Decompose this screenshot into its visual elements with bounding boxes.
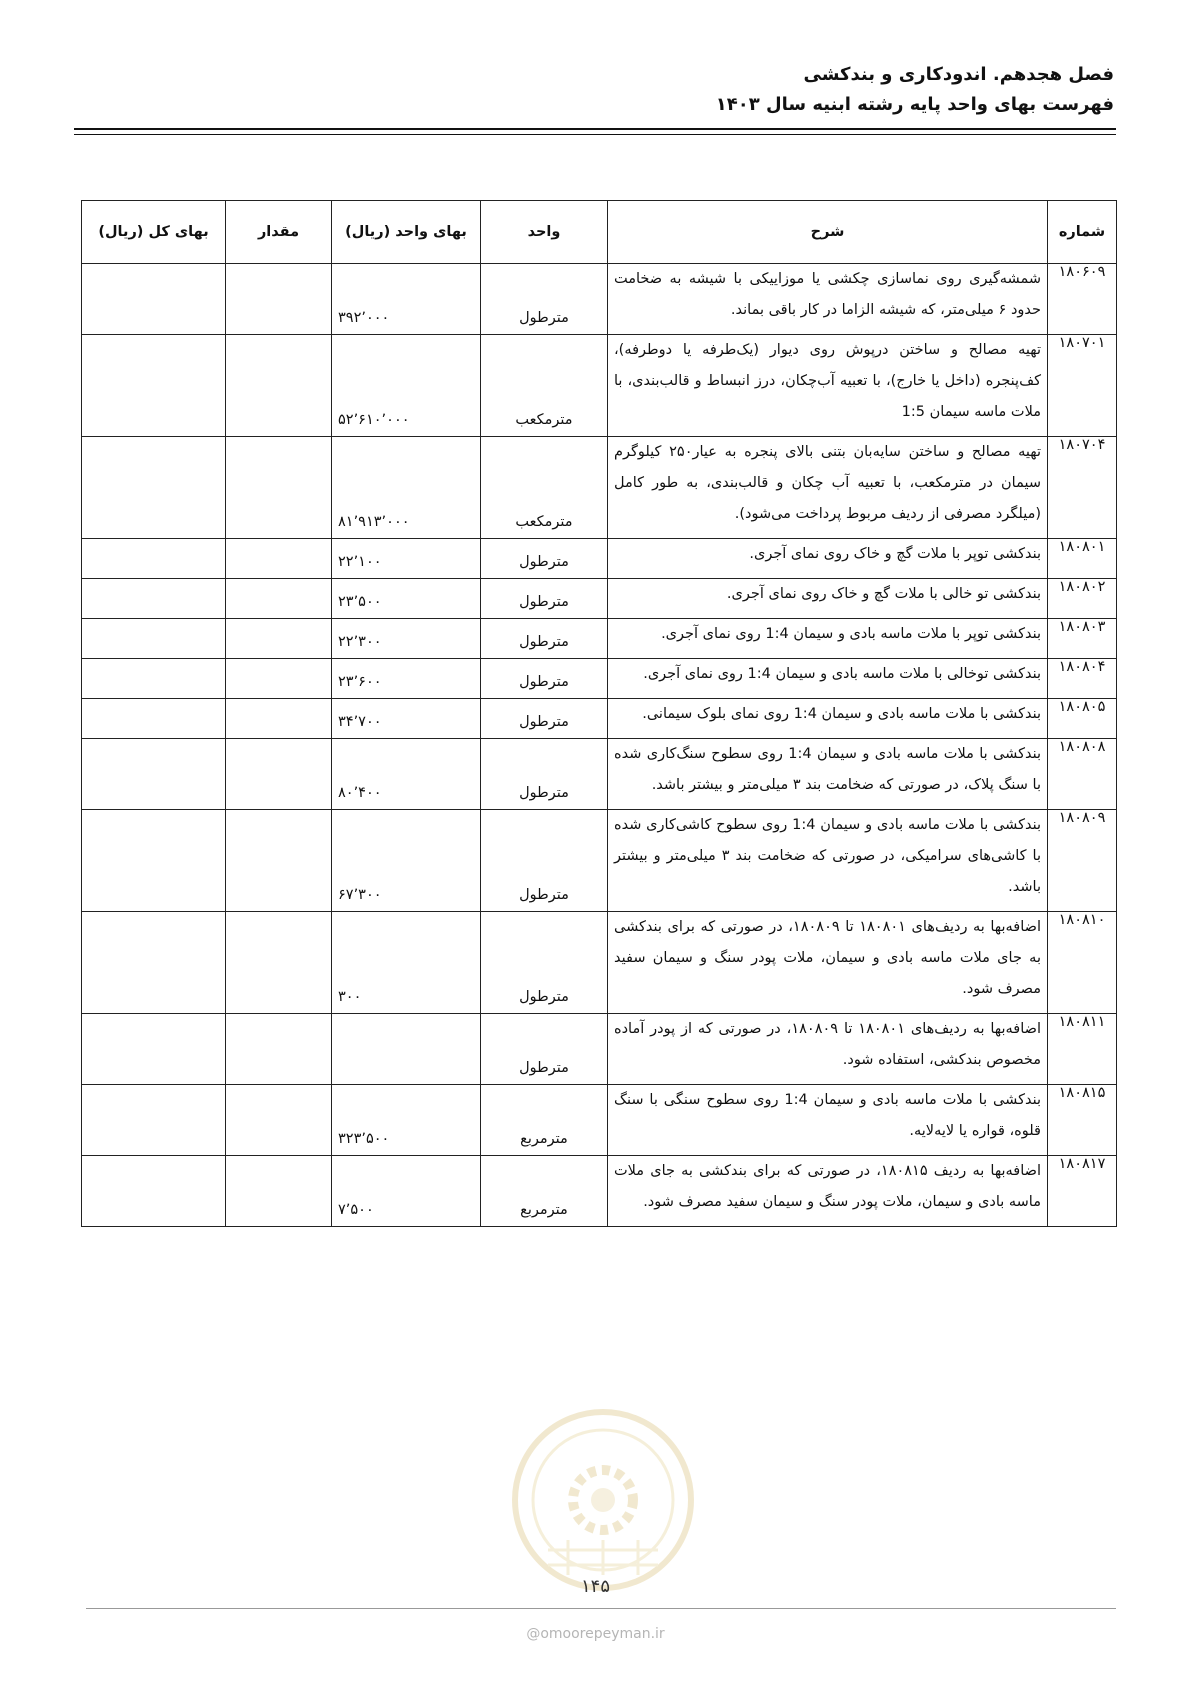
row-unit: مترطول (481, 264, 608, 335)
row-code: ۱۸۰۸۱۷ (1048, 1156, 1117, 1227)
table-row (82, 659, 1117, 699)
row-quantity (226, 1014, 332, 1085)
row-description: تهیه مصالح و ساختن سایه‌بان بتنی بالای پنجره به عیار۲۵۰ کیلوگرم سیمان در مترمکعب، با تعبیه آب چکان و قالب‌بندی، به طور کامل (میلگرد مصرفی از ردیف مربوط پرداخت می‌شود). (608, 437, 1048, 539)
table-row (82, 539, 1117, 579)
row-quantity (226, 335, 332, 437)
row-quantity (226, 1156, 332, 1227)
row-unit-price: ۵۲٬۶۱۰٬۰۰۰ (332, 335, 481, 437)
row-unit: مترطول (481, 539, 608, 579)
table-row (82, 1085, 1117, 1156)
row-quantity (226, 579, 332, 619)
row-unit-price: ۳۰۰ (332, 912, 481, 1014)
row-description: اضافه‌بها به ردیف‌های ۱۸۰۸۰۱ تا ۱۸۰۸۰۹، در صورتی که از پودر آماده مخصوص بندکشی، استفاده شود. (608, 1014, 1048, 1085)
row-quantity (226, 739, 332, 810)
row-unit-price: ۳۹۲٬۰۰۰ (332, 264, 481, 335)
row-unit-price: ۲۳٬۵۰۰ (332, 579, 481, 619)
row-unit: مترطول (481, 810, 608, 912)
row-code: ۱۸۰۸۱۱ (1048, 1014, 1117, 1085)
table-row (82, 1156, 1117, 1227)
row-unit-price: ۳۲۳٬۵۰۰ (332, 1085, 481, 1156)
row-code: ۱۸۰۸۱۰ (1048, 912, 1117, 1014)
row-code: ۱۸۰۸۰۱ (1048, 539, 1117, 579)
col-total-price-header: بهای کل (ریال) (82, 201, 226, 264)
row-unit: مترمربع (481, 1085, 608, 1156)
table-row (82, 264, 1117, 335)
row-description: بندکشی با ملات ماسه بادی و سیمان 1:4 روی سطوح سنگ‌کاری شده با سنگ پلاک، در صورتی که ضخامت بند ۳ میلی‌متر و بیشتر باشد. (608, 739, 1048, 810)
row-total-price (82, 912, 226, 1014)
row-code: ۱۸۰۷۰۴ (1048, 437, 1117, 539)
row-code: ۱۸۰۸۰۴ (1048, 659, 1117, 699)
row-description: اضافه‌بها به ردیف ۱۸۰۸۱۵، در صورتی که برای بندکشی به جای ملات ماسه بادی و سیمان، ملات پودر سنگ و سیمان سفید مصرف شود. (608, 1156, 1048, 1227)
row-quantity (226, 539, 332, 579)
row-unit-price: ۲۲٬۳۰۰ (332, 619, 481, 659)
header-rule-thin (74, 134, 1116, 135)
row-unit-price: ۶۷٬۳۰۰ (332, 810, 481, 912)
table-row (82, 1014, 1117, 1085)
row-total-price (82, 1156, 226, 1227)
table-row (82, 699, 1117, 739)
row-quantity (226, 699, 332, 739)
row-unit-price (332, 1014, 481, 1085)
row-unit: مترطول (481, 739, 608, 810)
row-total-price (82, 1085, 226, 1156)
row-total-price (82, 437, 226, 539)
col-description-header: شرح (608, 201, 1048, 264)
row-quantity (226, 619, 332, 659)
row-description: بندکشی توپر با ملات گچ و خاک روی نمای آجری. (608, 539, 1048, 579)
row-code: ۱۸۰۸۰۲ (1048, 579, 1117, 619)
row-unit: مترطول (481, 659, 608, 699)
row-code: ۱۸۰۸۰۳ (1048, 619, 1117, 659)
row-total-price (82, 619, 226, 659)
row-description: بندکشی با ملات ماسه بادی و سیمان 1:4 روی سطوح سنگی با سنگ قلوه، قواره یا لایه‌لایه. (608, 1085, 1048, 1156)
row-description: تهیه مصالح و ساختن درپوش روی دیوار (یک‌طرفه یا دوطرفه)، کف‌پنجره (داخل یا خارج)، با تعبیه آب‌چکان، درز انبساط و قالب‌بندی، با ملات ماسه سیمان 1:5 (608, 335, 1048, 437)
row-description: اضافه‌بها به ردیف‌های ۱۸۰۸۰۱ تا ۱۸۰۸۰۹، در صورتی که برای بندکشی به جای ملات ماسه بادی و سیمان، ملات پودر سنگ و سیمان سفید مصرف شود. (608, 912, 1048, 1014)
row-code: ۱۸۰۸۰۵ (1048, 699, 1117, 739)
col-unit-header: واحد (481, 201, 608, 264)
header-rule-thick (74, 128, 1116, 130)
row-total-price (82, 659, 226, 699)
row-unit-price: ۷٬۵۰۰ (332, 1156, 481, 1227)
row-quantity (226, 264, 332, 335)
row-total-price (82, 810, 226, 912)
table-row (82, 810, 1117, 912)
col-code-header: شماره (1048, 201, 1117, 264)
row-quantity (226, 1085, 332, 1156)
table-row (82, 335, 1117, 437)
row-unit: مترطول (481, 619, 608, 659)
chapter-title: فصل هجدهم. اندودکاری و بندکشی (803, 64, 1114, 85)
row-total-price (82, 699, 226, 739)
row-total-price (82, 335, 226, 437)
row-total-price (82, 264, 226, 335)
row-description: بندکشی با ملات ماسه بادی و سیمان 1:4 روی سطوح کاشی‌کاری شده با کاشی‌های سرامیکی، در صورتی که ضخامت بند ۳ میلی‌متر و بیشتر باشد. (608, 810, 1048, 912)
site-watermark: @omoorepeyman.ir (526, 1626, 665, 1642)
row-unit: مترمکعب (481, 437, 608, 539)
row-unit: مترطول (481, 699, 608, 739)
row-unit: مترطول (481, 579, 608, 619)
table-row (82, 912, 1117, 1014)
gear-seal-icon (508, 1400, 698, 1600)
row-code: ۱۸۰۶۰۹ (1048, 264, 1117, 335)
row-total-price (82, 539, 226, 579)
row-unit: مترمکعب (481, 335, 608, 437)
row-description: بندکشی توپر با ملات ماسه بادی و سیمان 1:4 روی نمای آجری. (608, 619, 1048, 659)
row-unit: مترطول (481, 912, 608, 1014)
price-table (81, 200, 1117, 1227)
row-unit: مترمربع (481, 1156, 608, 1227)
row-code: ۱۸۰۸۱۵ (1048, 1085, 1117, 1156)
table-row (82, 579, 1117, 619)
footer-rule (86, 1608, 1116, 1609)
row-quantity (226, 810, 332, 912)
row-total-price (82, 579, 226, 619)
table-header-row (82, 201, 1117, 264)
row-description: بندکشی با ملات ماسه بادی و سیمان 1:4 روی نمای بلوک سیمانی. (608, 699, 1048, 739)
row-total-price (82, 1014, 226, 1085)
row-quantity (226, 659, 332, 699)
price-list-title: فهرست بهای واحد پایه رشته ابنیه سال ۱۴۰۳ (715, 94, 1114, 115)
row-unit-price: ۲۳٬۶۰۰ (332, 659, 481, 699)
col-quantity-header: مقدار (226, 201, 332, 264)
row-unit-price: ۸۰٬۴۰۰ (332, 739, 481, 810)
table-row (82, 437, 1117, 539)
page-number: ۱۴۵ (580, 1576, 610, 1597)
page-header (716, 60, 1114, 120)
row-description: بندکشی تو خالی با ملات گچ و خاک روی نمای آجری. (608, 579, 1048, 619)
row-description: شمشه‌گیری روی نماسازی چکشی یا موزاییکی با شیشه به ضخامت حدود ۶ میلی‌متر، که شیشه الزاما در کار باقی بماند. (608, 264, 1048, 335)
row-code: ۱۸۰۷۰۱ (1048, 335, 1117, 437)
row-quantity (226, 912, 332, 1014)
table-row (82, 739, 1117, 810)
row-unit: مترطول (481, 1014, 608, 1085)
row-code: ۱۸۰۸۰۸ (1048, 739, 1117, 810)
table-row (82, 619, 1117, 659)
row-unit-price: ۳۴٬۷۰۰ (332, 699, 481, 739)
row-total-price (82, 739, 226, 810)
row-code: ۱۸۰۸۰۹ (1048, 810, 1117, 912)
row-quantity (226, 437, 332, 539)
row-unit-price: ۸۱٬۹۱۳٬۰۰۰ (332, 437, 481, 539)
col-unit-price-header: بهای واحد (ریال) (332, 201, 481, 264)
row-unit-price: ۲۲٬۱۰۰ (332, 539, 481, 579)
row-description: بندکشی توخالی با ملات ماسه بادی و سیمان 1:4 روی نمای آجری. (608, 659, 1048, 699)
